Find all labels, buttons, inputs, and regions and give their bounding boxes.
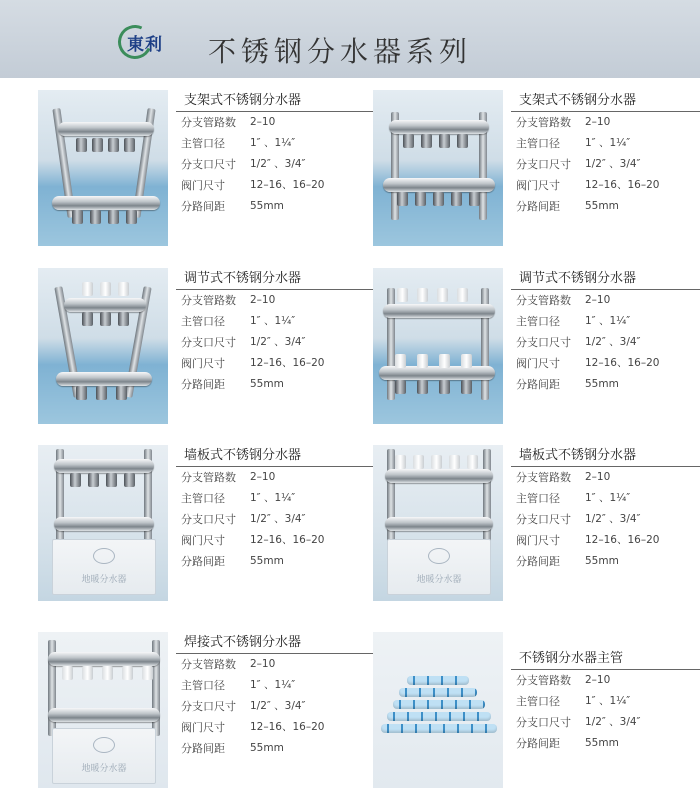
- product-photo: [38, 268, 168, 424]
- spec-label: 分路间距: [516, 200, 560, 213]
- spec-value: 2–10: [585, 116, 611, 128]
- product-title: 不锈钢分水器主管: [511, 648, 700, 670]
- spec-value: 1/2″ 、3/4″: [585, 716, 641, 728]
- spec-label: 主管口径: [181, 315, 225, 328]
- spec-value: 1/2″ 、3/4″: [250, 700, 306, 712]
- product-title: 支架式不锈钢分水器: [511, 90, 700, 112]
- spec-table: [176, 445, 382, 572]
- spec-label: 主管口径: [181, 679, 225, 692]
- spec-value: 2–10: [250, 116, 276, 128]
- product-photo: [373, 445, 503, 601]
- spec-label: 主管口径: [516, 137, 560, 150]
- spec-value: 2–10: [585, 674, 611, 686]
- spec-label: 阀门尺寸: [516, 534, 560, 547]
- product-card: [38, 445, 388, 615]
- spec-label: 分路间距: [516, 555, 560, 568]
- spec-table: [176, 90, 382, 217]
- spec-label: 分路间距: [181, 200, 225, 213]
- spec-label: 分路间距: [516, 737, 560, 750]
- product-card: [38, 90, 388, 260]
- spec-label: 分支管路数: [516, 471, 571, 484]
- spec-value: 1″ 、1¼″: [585, 695, 631, 707]
- spec-value: 12–16、16–20: [585, 357, 660, 369]
- spec-value: 2–10: [250, 294, 276, 306]
- spec-label: 主管口径: [516, 695, 560, 708]
- page-title: 不锈钢分水器系列: [208, 35, 473, 68]
- spec-label: 分支口尺寸: [181, 700, 236, 713]
- spec-label: 分支口尺寸: [181, 158, 236, 171]
- spec-value: 12–16、16–20: [585, 179, 660, 191]
- spec-label: 阀门尺寸: [181, 534, 225, 547]
- spec-table: [511, 445, 700, 572]
- spec-label: 分支口尺寸: [516, 158, 571, 171]
- spec-label: 主管口径: [181, 137, 225, 150]
- spec-value: 1″ 、1¼″: [250, 492, 296, 504]
- spec-value: 55mm: [250, 742, 284, 754]
- logo-text: 東利: [127, 34, 163, 55]
- spec-value: 55mm: [585, 737, 619, 749]
- product-card: [373, 445, 700, 615]
- spec-value: 12–16、16–20: [250, 534, 325, 546]
- spec-value: 55mm: [250, 200, 284, 212]
- product-title: 墙板式不锈钢分水器: [511, 445, 700, 467]
- spec-label: 阀门尺寸: [181, 357, 225, 370]
- spec-value: 1″ 、1¼″: [250, 679, 296, 691]
- spec-value: 1″ 、1¼″: [250, 315, 296, 327]
- spec-value: 1/2″ 、3/4″: [250, 158, 306, 170]
- spec-label: 分路间距: [181, 742, 225, 755]
- spec-label: 分支管路数: [181, 116, 236, 129]
- spec-label: 分支管路数: [181, 658, 236, 671]
- product-photo: [373, 632, 503, 788]
- product-photo: [38, 632, 168, 788]
- spec-value: 1/2″ 、3/4″: [585, 336, 641, 348]
- spec-value: 2–10: [250, 471, 276, 483]
- page-header: [0, 0, 700, 78]
- product-card: [373, 268, 700, 438]
- product-card: [38, 268, 388, 438]
- spec-value: 55mm: [585, 378, 619, 390]
- spec-label: 分支口尺寸: [516, 716, 571, 729]
- spec-value: 2–10: [585, 471, 611, 483]
- product-photo: [38, 90, 168, 246]
- spec-label: 分支管路数: [516, 116, 571, 129]
- spec-value: 12–16、16–20: [585, 534, 660, 546]
- spec-value: 1″ 、1¼″: [250, 137, 296, 149]
- brand-logo: [114, 25, 176, 59]
- spec-label: 分支口尺寸: [516, 513, 571, 526]
- spec-value: 12–16、16–20: [250, 357, 325, 369]
- spec-label: 分路间距: [516, 378, 560, 391]
- spec-label: 阀门尺寸: [516, 357, 560, 370]
- product-title: 调节式不锈钢分水器: [511, 268, 700, 290]
- spec-label: 分支管路数: [516, 294, 571, 307]
- spec-label: 主管口径: [516, 492, 560, 505]
- product-card: [373, 90, 700, 260]
- spec-value: 55mm: [250, 555, 284, 567]
- spec-label: 分支口尺寸: [516, 336, 571, 349]
- spec-label: 阀门尺寸: [181, 179, 225, 192]
- spec-label: 分路间距: [181, 378, 225, 391]
- product-title: 焊接式不锈钢分水器: [176, 632, 382, 654]
- spec-value: 1/2″ 、3/4″: [250, 336, 306, 348]
- spec-value: 55mm: [250, 378, 284, 390]
- spec-value: 2–10: [250, 658, 276, 670]
- spec-value: 12–16、16–20: [250, 721, 325, 733]
- spec-value: 1″ 、1¼″: [585, 315, 631, 327]
- spec-table: [511, 268, 700, 395]
- product-photo: [373, 90, 503, 246]
- spec-value: 1″ 、1¼″: [585, 492, 631, 504]
- product-photo: [373, 268, 503, 424]
- product-card: [373, 632, 700, 802]
- spec-label: 分支管路数: [516, 674, 571, 687]
- product-title: 调节式不锈钢分水器: [176, 268, 382, 290]
- spec-label: 主管口径: [516, 315, 560, 328]
- spec-label: 主管口径: [181, 492, 225, 505]
- spec-value: 1″ 、1¼″: [585, 137, 631, 149]
- spec-label: 分路间距: [181, 555, 225, 568]
- product-card: [38, 632, 388, 802]
- box-label: 地暖分水器: [81, 764, 127, 774]
- product-title: 墙板式不锈钢分水器: [176, 445, 382, 467]
- spec-label: 分支口尺寸: [181, 513, 236, 526]
- spec-table: [511, 648, 700, 754]
- spec-table: [176, 268, 382, 395]
- spec-label: 阀门尺寸: [181, 721, 225, 734]
- spec-value: 12–16、16–20: [250, 179, 325, 191]
- spec-label: 分支管路数: [181, 294, 236, 307]
- box-label: 地暖分水器: [81, 575, 127, 585]
- spec-table: [176, 632, 382, 759]
- spec-value: 55mm: [585, 200, 619, 212]
- product-title: 支架式不锈钢分水器: [176, 90, 382, 112]
- spec-table: [511, 90, 700, 217]
- spec-value: 1/2″ 、3/4″: [250, 513, 306, 525]
- spec-value: 2–10: [585, 294, 611, 306]
- box-label: 地暖分水器: [416, 575, 462, 585]
- spec-label: 分支管路数: [181, 471, 236, 484]
- spec-value: 55mm: [585, 555, 619, 567]
- spec-value: 1/2″ 、3/4″: [585, 513, 641, 525]
- product-photo: [38, 445, 168, 601]
- spec-label: 分支口尺寸: [181, 336, 236, 349]
- spec-value: 1/2″ 、3/4″: [585, 158, 641, 170]
- spec-label: 阀门尺寸: [516, 179, 560, 192]
